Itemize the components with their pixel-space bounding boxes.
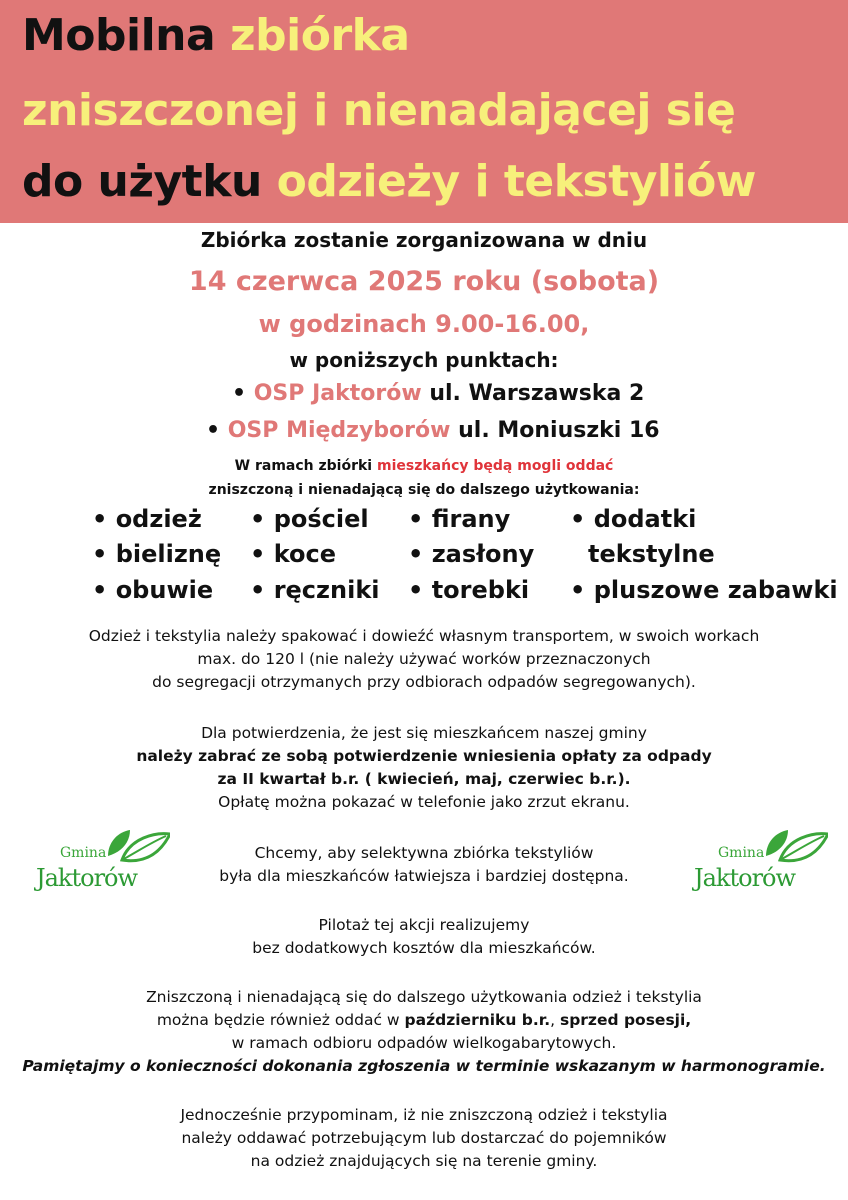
logo-name-text: Jaktorów <box>694 864 796 892</box>
logo-gmina-text: Gmina <box>60 845 107 861</box>
paragraph-line: Opłatę można pokazać w telefonie jako zrzut ekranu. <box>218 793 630 811</box>
paragraph-line: należy zabrać ze sobą potwierdzenie wniesienia opłaty za odpady <box>136 747 712 765</box>
list-item: • firany <box>408 505 511 533</box>
list-item: • torebki <box>408 576 530 604</box>
points-intro: w poniższych punktach: <box>289 348 559 372</box>
collect-intro <box>0 458 848 474</box>
list-item: • koce <box>250 540 337 568</box>
list-item: • pościel <box>250 505 369 533</box>
paragraph-line: Jednocześnie przypominam, iż nie zniszczoną odzież i tekstylia <box>180 1106 668 1124</box>
location-name: OSP Międzyborów <box>227 418 451 443</box>
paragraph-october <box>0 986 848 1078</box>
paragraph-line: Zniszczoną i nienadającą się do dalszego użytkowania odzież i tekstylia <box>146 988 702 1006</box>
event-intro: Zbiórka zostanie zorganizowana w dniu <box>200 228 648 252</box>
paragraph-line: bez dodatkowych kosztów dla mieszkańców. <box>252 939 596 957</box>
title-part: do użytku <box>22 156 262 207</box>
header-banner <box>0 0 848 223</box>
paragraph-line: za II kwartał b.r. ( kwiecień, maj, czerwiec b.r.). <box>217 770 631 788</box>
paragraph-line: do segregacji otrzymanych przy odbiorach odpadów segregowanych). <box>152 673 696 691</box>
title-line-2 <box>22 85 735 136</box>
paragraph-reminder <box>0 1104 848 1173</box>
event-hours: w godzinach 9.00-16.00, <box>258 310 590 338</box>
text-part: październiku b.r. <box>404 1011 551 1029</box>
paragraph-line: należy oddawać potrzebującym lub dostarczać do pojemników <box>181 1129 667 1147</box>
list-item: • pluszowe zabawki <box>570 576 838 604</box>
title-part: zniszczonej i nienadającej się <box>22 85 736 136</box>
list-item: • obuwie <box>92 576 214 604</box>
bullet: • <box>206 418 221 443</box>
paragraph-transport <box>0 625 848 694</box>
collect-line-2: zniszczoną i nienadającą się do dalszego użytkowania: <box>208 482 640 498</box>
collect-prefix: W ramach zbiórki <box>234 458 373 474</box>
list-item: • ręczniki <box>250 576 380 604</box>
paragraph-line: na odzież znajdujących się na terenie gminy. <box>250 1152 598 1170</box>
title-line-1 <box>22 10 410 61</box>
bullet: • <box>232 381 247 406</box>
gmina-jaktorow-logo <box>688 828 828 898</box>
location-address: ul. Warszawska 2 <box>429 381 645 406</box>
title-part: odzieży i tekstyliów <box>276 156 756 207</box>
location-2 <box>206 418 660 443</box>
gmina-jaktorow-logo <box>30 828 170 898</box>
collect-highlight: mieszkańcy będą mogli oddać <box>376 458 614 474</box>
text-part: można będzie również oddać w <box>156 1011 405 1029</box>
logo-gmina-text: Gmina <box>718 845 765 861</box>
title-part: zbiórka <box>230 10 410 61</box>
paragraph-line: max. do 120 l (nie należy używać worków przeznaczonych <box>197 650 651 668</box>
paragraph-line: Odzież i tekstylia należy spakować i dowieźć własnym transportem, w swoich workach <box>88 627 760 645</box>
paragraph-confirmation <box>0 722 848 814</box>
paragraph-line: Chcemy, aby selektywna zbiórka tekstyliów <box>254 844 594 862</box>
paragraph-line: Pamiętajmy o konieczności dokonania zgłoszenia w terminie wskazanym w harmonogramie. <box>22 1057 826 1075</box>
title-line-3 <box>22 156 756 207</box>
title-part: Mobilna <box>22 10 216 61</box>
list-item: • bieliznę <box>92 540 222 568</box>
paragraph-line <box>0 1009 848 1032</box>
paragraph-line: Pilotaż tej akcji realizujemy <box>318 916 530 934</box>
location-address: ul. Moniuszki 16 <box>458 418 660 443</box>
list-item: • dodatki <box>570 505 697 533</box>
list-item: tekstylne <box>588 540 715 568</box>
text-part: sprzed posesji, <box>559 1011 692 1029</box>
paragraph-pilot <box>0 914 848 960</box>
paragraph-line: w ramach odbioru odpadów wielkogabarytowych. <box>231 1034 617 1052</box>
list-item: • zasłony <box>408 540 535 568</box>
list-item: • odzież <box>92 505 202 533</box>
paragraph-line: była dla mieszkańców łatwiejsza i bardziej dostępna. <box>219 867 629 885</box>
items-list <box>0 503 848 613</box>
location-name: OSP Jaktorów <box>253 381 422 406</box>
text-part: , <box>550 1011 560 1029</box>
event-date: 14 czerwca 2025 roku (sobota) <box>188 266 660 297</box>
paragraph-line: Dla potwierdzenia, że jest się mieszkańcem naszej gminy <box>201 724 647 742</box>
location-1 <box>232 381 644 406</box>
logo-name-text: Jaktorów <box>36 864 138 892</box>
